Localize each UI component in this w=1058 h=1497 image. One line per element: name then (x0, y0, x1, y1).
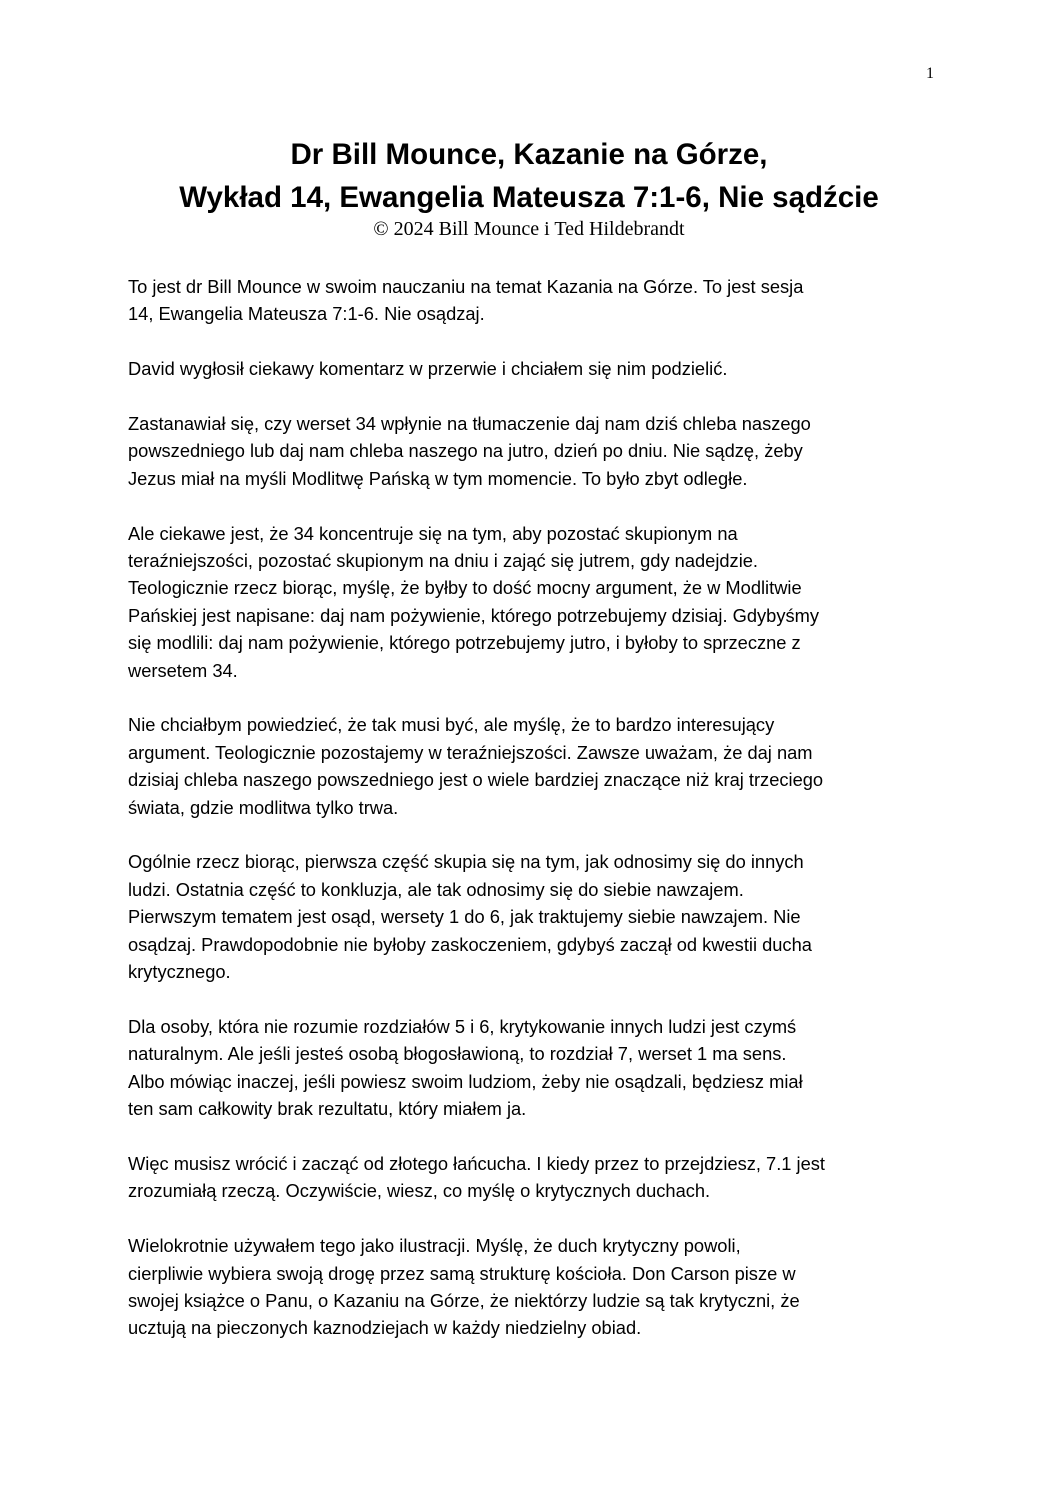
body-paragraph (128, 1013, 936, 1123)
paragraph-line: teraźniejszości, pozostać skupionym na dniu i zająć się jutrem, gdy nadejdzie. (128, 550, 759, 572)
body-paragraph (128, 1232, 936, 1342)
paragraph-line: powszedniego lub daj nam chleba naszego na jutro, dzień po dniu. Nie sądzę, żeby (128, 440, 803, 462)
paragraph-line: krytycznego. (128, 961, 231, 983)
paragraph-line: zrozumiałą rzeczą. Oczywiście, wiesz, co myślę o krytycznych duchach. (128, 1180, 711, 1202)
paragraph-line: Wielokrotnie używałem tego jako ilustracji. Myślę, że duch krytyczny powoli, (128, 1235, 741, 1257)
paragraph-line: swojej książce o Panu, o Kazaniu na Górze, że niektórzy ludzie są tak krytyczni, że (128, 1289, 800, 1311)
paragraph-line: dzisiaj chleba naszego powszedniego jest o wiele bardziej znaczące niż kraj trzeciego (128, 769, 824, 791)
paragraph-line: ten sam całkowity brak rezultatu, który miałem ja. (128, 1098, 527, 1120)
paragraph-line: Albo mówiąc inaczej, jeśli powiesz swoim ludziom, żeby nie osądzali, będziesz miał (128, 1070, 803, 1092)
paragraph-line: naturalnym. Ale jeśli jesteś osobą błogosławioną, to rozdział 7, werset 1 ma sens. (128, 1043, 787, 1065)
paragraph-line: To jest dr Bill Mounce w swoim nauczaniu na temat Kazania na Górze. To jest sesja (128, 276, 804, 297)
body-paragraph (128, 1150, 936, 1205)
body-paragraph (128, 410, 936, 492)
body-paragraph (128, 273, 936, 328)
paragraph-line: Pierwszym tematem jest osąd, wersety 1 do 6, jak traktujemy siebie nawzajem. Nie (128, 906, 801, 928)
paragraph-line: ucztują na pieczonych kaznodziejach w każdy niedzielny obiad. (128, 1317, 642, 1339)
copyright-notice: © 2024 Bill Mounce i Ted Hildebrandt (373, 218, 685, 240)
document-title-line-2: Wykład 14, Ewangelia Mateusza 7:1-6, Nie sądźcie (179, 181, 879, 214)
paragraph-line: Pańskiej jest napisane: daj nam pożywienie, którego potrzebujemy dzisiaj. Gdybyśmy (128, 604, 819, 626)
paragraph-line: argument. Teologicznie pozostajemy w teraźniejszości. Zawsze uważam, że daj nam (128, 741, 813, 763)
body-paragraph (128, 848, 936, 985)
paragraph-line: osądzaj. Prawdopodobnie nie byłoby zaskoczeniem, gdybyś zaczął od kwestii ducha (128, 933, 812, 955)
paragraph-line: Ogólnie rzecz biorąc, pierwsza część skupia się na tym, jak odnosimy się do innych (128, 851, 804, 873)
body-paragraph (128, 355, 936, 382)
paragraph-line: ludzi. Ostatnia część to konkluzja, ale tak odnosimy się do siebie nawzajem. (128, 878, 744, 900)
paragraph-line: świata, gdzie modlitwa tylko trwa. (128, 796, 399, 818)
paragraph-line: Jezus miał na myśli Modlitwę Pańską w tym momencie. To było zbyt odległe. (128, 467, 748, 489)
paragraph-line: się modlili: daj nam pożywienie, którego potrzebujemy jutro, i byłoby to sprzeczne z (128, 632, 801, 654)
body-paragraph (128, 711, 936, 821)
paragraph-line: Dla osoby, która nie rozumie rozdziałów 5 i 6, krytykowanie innych ludzi jest czymś (128, 1015, 797, 1037)
paragraph-line: Ale ciekawe jest, że 34 koncentruje się na tym, aby pozostać skupionym na (128, 522, 738, 544)
body-paragraph (128, 520, 936, 684)
paragraph-line: Nie chciałbym powiedzieć, że tak musi być, ale myślę, że to bardzo interesujący (128, 714, 775, 736)
document-body (128, 273, 936, 1369)
document-title-line-1: Dr Bill Mounce, Kazanie na Górze, (290, 138, 768, 171)
paragraph-line: David wygłosił ciekawy komentarz w przerwie i chciałem się nim podzielić. (128, 358, 728, 380)
paragraph-line: Więc musisz wrócić i zacząć od złotego łańcucha. I kiedy przez to przejdziesz, 7.1 jest (128, 1152, 825, 1174)
paragraph-line: wersetem 34. (128, 659, 238, 681)
paragraph-line: cierpliwie wybiera swoją drogę przez samą strukturę kościoła. Don Carson pisze w (128, 1262, 796, 1284)
paragraph-line: 14, Ewangelia Mateusza 7:1-6. Nie osądzaj. (128, 303, 485, 325)
paragraph-line: Zastanawiał się, czy werset 34 wpłynie na tłumaczenie daj nam dziś chleba naszego (128, 413, 811, 434)
title-block (100, 133, 958, 241)
paragraph-line: Teologicznie rzecz biorąc, myślę, że byłby to dość mocny argument, że w Modlitwie (128, 577, 802, 599)
page-number: 1 (926, 65, 934, 82)
